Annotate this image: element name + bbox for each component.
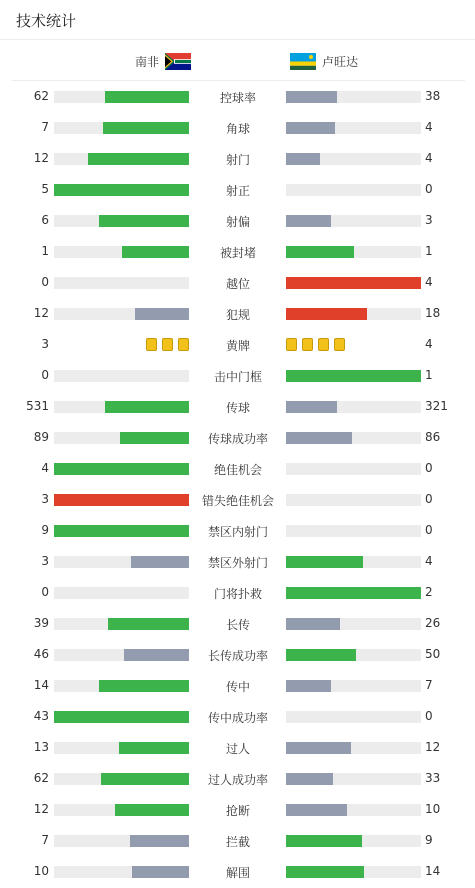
- home-value: 14: [33, 678, 49, 692]
- away-value: 26: [425, 616, 441, 630]
- away-value: 0: [425, 182, 433, 196]
- away-bar-track: [286, 153, 421, 165]
- away-bar-fill: [286, 401, 337, 413]
- stat-label: 抢断: [225, 804, 250, 818]
- home-bar-fill: [103, 122, 189, 134]
- home-bar-track: [54, 680, 189, 692]
- home-value: 0: [41, 585, 49, 599]
- away-bar-fill: [286, 556, 363, 568]
- stat-row: [0, 143, 475, 174]
- home-bar-fill: [54, 494, 189, 506]
- home-bar-fill: [99, 215, 189, 227]
- stat-label: 越位: [225, 277, 250, 291]
- away-value: 4: [425, 275, 433, 289]
- home-bar-track: [54, 122, 189, 134]
- stat-row: [0, 112, 475, 143]
- away-bar-fill: [286, 866, 364, 878]
- yellow-card-icon: [286, 338, 297, 351]
- page-title: 技术统计: [16, 12, 77, 30]
- stat-row: [0, 236, 475, 267]
- home-value: 62: [33, 89, 49, 103]
- away-value: 12: [425, 740, 441, 754]
- stat-label: 禁区内射门: [207, 525, 268, 539]
- away-value: 1: [425, 244, 433, 258]
- home-bar-track: [54, 587, 189, 599]
- away-value: 0: [425, 709, 433, 723]
- home-value: 4: [41, 461, 49, 475]
- home-value: 39: [33, 616, 49, 630]
- away-bar-fill: [286, 91, 337, 103]
- stat-label: 解围: [225, 866, 250, 880]
- home-bar-track: [54, 773, 189, 785]
- home-bar-fill: [105, 401, 189, 413]
- home-bar-track: [54, 246, 189, 258]
- home-value: 12: [33, 802, 49, 816]
- home-bar-fill: [130, 835, 189, 847]
- away-bar-track: [286, 711, 421, 723]
- stat-label: 射门: [225, 153, 250, 167]
- away-value: 86: [425, 430, 441, 444]
- away-bar-track: [286, 742, 421, 754]
- away-bar-fill: [286, 122, 335, 134]
- home-value: 3: [41, 492, 49, 506]
- home-yellow-cards: [146, 338, 189, 351]
- home-bar-fill: [101, 773, 189, 785]
- home-value: 7: [41, 833, 49, 847]
- yellow-card-icon: [146, 338, 157, 351]
- home-value: 43: [33, 709, 49, 723]
- away-team: [290, 53, 358, 70]
- stat-row: [0, 763, 475, 794]
- stat-row: [0, 174, 475, 205]
- away-bar-fill: [286, 308, 367, 320]
- home-bar-track: [54, 866, 189, 878]
- stat-label: 过人: [225, 742, 250, 756]
- stat-row: [0, 391, 475, 422]
- stat-row: [0, 329, 475, 360]
- away-value: 33: [425, 771, 441, 785]
- home-value: 89: [33, 430, 49, 444]
- away-bar-fill: [286, 277, 421, 289]
- stat-row: [0, 608, 475, 639]
- stat-label: 犯规: [225, 308, 250, 322]
- home-bar-track: [54, 308, 189, 320]
- home-bar-track: [54, 401, 189, 413]
- yellow-card-icon: [334, 338, 345, 351]
- home-bar-track: [54, 463, 189, 475]
- home-bar-fill: [54, 525, 189, 537]
- stat-label: 控球率: [219, 91, 256, 105]
- stat-label: 被封堵: [219, 246, 256, 260]
- away-value: 18: [425, 306, 441, 320]
- home-value: 1: [41, 244, 49, 258]
- home-value: 62: [33, 771, 49, 785]
- home-value: 5: [41, 182, 49, 196]
- stat-row: [0, 701, 475, 732]
- away-value: 1: [425, 368, 433, 382]
- away-bar-track: [286, 401, 421, 413]
- away-team-name: 卢旺达: [322, 55, 359, 69]
- yellow-card-icon: [162, 338, 173, 351]
- stat-row: [0, 670, 475, 701]
- stat-row: [0, 546, 475, 577]
- away-bar-track: [286, 649, 421, 661]
- away-value: 4: [425, 337, 433, 351]
- away-value: 0: [425, 492, 433, 506]
- home-value: 3: [41, 337, 49, 351]
- home-bar-track: [54, 184, 189, 196]
- away-bar-fill: [286, 742, 351, 754]
- home-bar-fill: [135, 308, 189, 320]
- home-bar-fill: [131, 556, 189, 568]
- away-bar-fill: [286, 835, 362, 847]
- stat-row: [0, 732, 475, 763]
- away-value: 38: [425, 89, 441, 103]
- away-bar-track: [286, 866, 421, 878]
- home-value: 12: [33, 151, 49, 165]
- home-bar-track: [54, 494, 189, 506]
- yellow-card-icon: [318, 338, 329, 351]
- away-bar-track: [286, 556, 421, 568]
- away-value: 10: [425, 802, 441, 816]
- home-bar-track: [54, 215, 189, 227]
- stat-label: 黄牌: [225, 339, 250, 353]
- home-team: [135, 53, 191, 70]
- home-bar-fill: [54, 184, 189, 196]
- home-bar-fill: [99, 680, 189, 692]
- stat-label: 禁区外射门: [207, 556, 268, 570]
- home-value: 3: [41, 554, 49, 568]
- stat-label: 过人成功率: [207, 773, 268, 787]
- away-value: 50: [425, 647, 441, 661]
- home-bar-fill: [88, 153, 189, 165]
- stat-row: [0, 422, 475, 453]
- away-bar-fill: [286, 587, 421, 599]
- away-yellow-cards: [286, 338, 345, 351]
- away-bar-track: [286, 463, 421, 475]
- away-value: 14: [425, 864, 441, 878]
- stat-label: 传中: [225, 680, 250, 694]
- stat-label: 门将扑救: [213, 587, 262, 601]
- away-value: 321: [425, 399, 448, 413]
- stat-label: 绝佳机会: [213, 463, 262, 477]
- away-bar-fill: [286, 618, 340, 630]
- home-team-name: 南非: [134, 55, 159, 69]
- home-bar-fill: [54, 711, 189, 723]
- stat-row: [0, 639, 475, 670]
- away-value: 4: [425, 120, 433, 134]
- home-bar-track: [54, 556, 189, 568]
- away-bar-track: [286, 370, 421, 382]
- home-value: 0: [41, 275, 49, 289]
- away-bar-track: [286, 215, 421, 227]
- home-bar-fill: [120, 432, 189, 444]
- away-bar-track: [286, 277, 421, 289]
- away-bar-track: [286, 773, 421, 785]
- home-bar-fill: [54, 463, 189, 475]
- away-bar-track: [286, 308, 421, 320]
- away-bar-track: [286, 91, 421, 103]
- home-bar-fill: [108, 618, 189, 630]
- home-value: 12: [33, 306, 49, 320]
- away-bar-fill: [286, 246, 354, 258]
- home-value: 13: [33, 740, 49, 754]
- stats-header: [0, 0, 475, 40]
- home-bar-track: [54, 432, 189, 444]
- stat-row: [0, 515, 475, 546]
- home-bar-fill: [124, 649, 189, 661]
- away-bar-fill: [286, 804, 347, 816]
- home-value: 0: [41, 368, 49, 382]
- stat-label: 错失绝佳机会: [201, 494, 274, 508]
- away-bar-track: [286, 246, 421, 258]
- stat-row: [0, 484, 475, 515]
- stat-label: 传中成功率: [207, 711, 268, 725]
- stat-label: 角球: [225, 122, 250, 136]
- away-bar-track: [286, 618, 421, 630]
- away-value: 4: [425, 554, 433, 568]
- home-value: 531: [26, 399, 49, 413]
- home-bar-track: [54, 711, 189, 723]
- away-bar-fill: [286, 370, 421, 382]
- away-bar-track: [286, 432, 421, 444]
- stat-label: 射正: [225, 184, 250, 198]
- stat-label: 击中门框: [213, 370, 262, 384]
- stat-label: 传球: [225, 401, 250, 415]
- home-bar-track: [54, 525, 189, 537]
- stat-row: [0, 794, 475, 825]
- away-bar-fill: [286, 432, 352, 444]
- stat-row: [0, 267, 475, 298]
- home-bar-fill: [122, 246, 190, 258]
- stat-row: [0, 856, 475, 887]
- away-bar-fill: [286, 680, 331, 692]
- home-bar-fill: [119, 742, 189, 754]
- away-bar-track: [286, 494, 421, 506]
- south-africa-flag-icon: [165, 53, 191, 70]
- home-bar-track: [54, 618, 189, 630]
- away-value: 2: [425, 585, 433, 599]
- stat-label: 长传成功率: [207, 649, 268, 663]
- away-bar-track: [286, 184, 421, 196]
- away-value: 3: [425, 213, 433, 227]
- home-bar-fill: [132, 866, 189, 878]
- home-value: 6: [41, 213, 49, 227]
- yellow-card-icon: [302, 338, 313, 351]
- stat-row: [0, 298, 475, 329]
- teams-row: [12, 41, 465, 81]
- stat-label: 拦截: [225, 835, 250, 849]
- yellow-card-icon: [178, 338, 189, 351]
- stat-row: [0, 205, 475, 236]
- home-bar-track: [54, 370, 189, 382]
- home-bar-track: [54, 835, 189, 847]
- away-bar-fill: [286, 773, 333, 785]
- stat-label: 传球成功率: [207, 432, 268, 446]
- home-bar-track: [54, 277, 189, 289]
- home-value: 46: [33, 647, 49, 661]
- home-bar-track: [54, 91, 189, 103]
- home-bar-track: [54, 804, 189, 816]
- stat-row: [0, 577, 475, 608]
- stat-label: 射偏: [225, 215, 250, 229]
- stat-label: 长传: [225, 618, 250, 632]
- stat-row: [0, 81, 475, 112]
- home-bar-track: [54, 153, 189, 165]
- rwanda-flag-icon: [290, 53, 316, 70]
- home-bar-fill: [115, 804, 189, 816]
- away-value: 0: [425, 523, 433, 537]
- away-bar-fill: [286, 215, 331, 227]
- away-bar-track: [286, 122, 421, 134]
- stat-row: [0, 360, 475, 391]
- away-value: 9: [425, 833, 433, 847]
- home-value: 7: [41, 120, 49, 134]
- away-value: 0: [425, 461, 433, 475]
- away-bar-track: [286, 680, 421, 692]
- home-value: 9: [41, 523, 49, 537]
- away-bar-track: [286, 525, 421, 537]
- stat-row: [0, 453, 475, 484]
- away-bar-track: [286, 835, 421, 847]
- home-value: 10: [33, 864, 49, 878]
- away-value: 7: [425, 678, 433, 692]
- home-bar-track: [54, 742, 189, 754]
- away-bar-fill: [286, 649, 356, 661]
- home-bar-fill: [105, 91, 189, 103]
- away-bar-track: [286, 804, 421, 816]
- stat-row: [0, 825, 475, 856]
- home-bar-track: [54, 649, 189, 661]
- away-bar-track: [286, 587, 421, 599]
- away-value: 4: [425, 151, 433, 165]
- away-bar-fill: [286, 153, 320, 165]
